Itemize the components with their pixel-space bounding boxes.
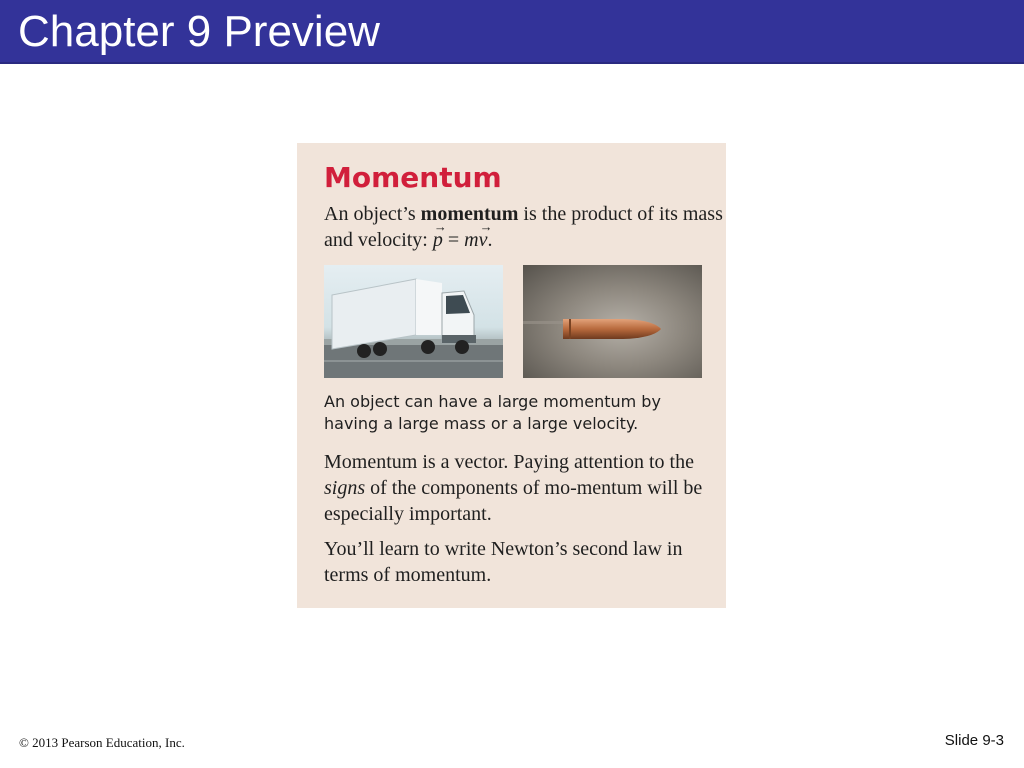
panel-heading: Momentum	[324, 161, 502, 194]
bullet-illustration	[523, 265, 702, 378]
truck-photo	[324, 265, 503, 378]
para1-part2: of the components of mo-mentum will be especially important.	[324, 477, 703, 525]
para1-italic: signs	[324, 477, 366, 499]
paragraph-vector	[324, 449, 709, 527]
intro-part1: An object’s	[324, 203, 421, 225]
para1-part1: Momentum is a vector. Paying attention to the	[324, 451, 694, 473]
photo-caption: An object can have a large momentum by having a large mass or a large velocity.	[324, 392, 661, 433]
paragraph-newton: You’ll learn to write Newton’s second law in terms of momentum.	[324, 538, 683, 586]
momentum-vector-symbol: → p	[433, 227, 443, 253]
intro-bold-term: momentum	[420, 203, 519, 225]
intro-part2: is the product of its mass and velocity:	[324, 203, 723, 251]
intro-text	[324, 201, 724, 253]
mass-symbol: m	[464, 229, 479, 251]
truck-illustration	[324, 265, 503, 378]
title-bar	[0, 0, 1024, 64]
slide-number: Slide 9-3	[944, 732, 1004, 749]
bullet-photo	[523, 265, 702, 378]
equals-sign: =	[442, 229, 465, 251]
copyright-footer: © 2013 Pearson Education, Inc.	[19, 735, 185, 750]
velocity-vector-symbol: → v	[479, 227, 488, 253]
slide-title: Chapter 9 Preview	[18, 7, 380, 56]
momentum-panel	[297, 143, 726, 608]
intro-end: .	[487, 229, 493, 251]
